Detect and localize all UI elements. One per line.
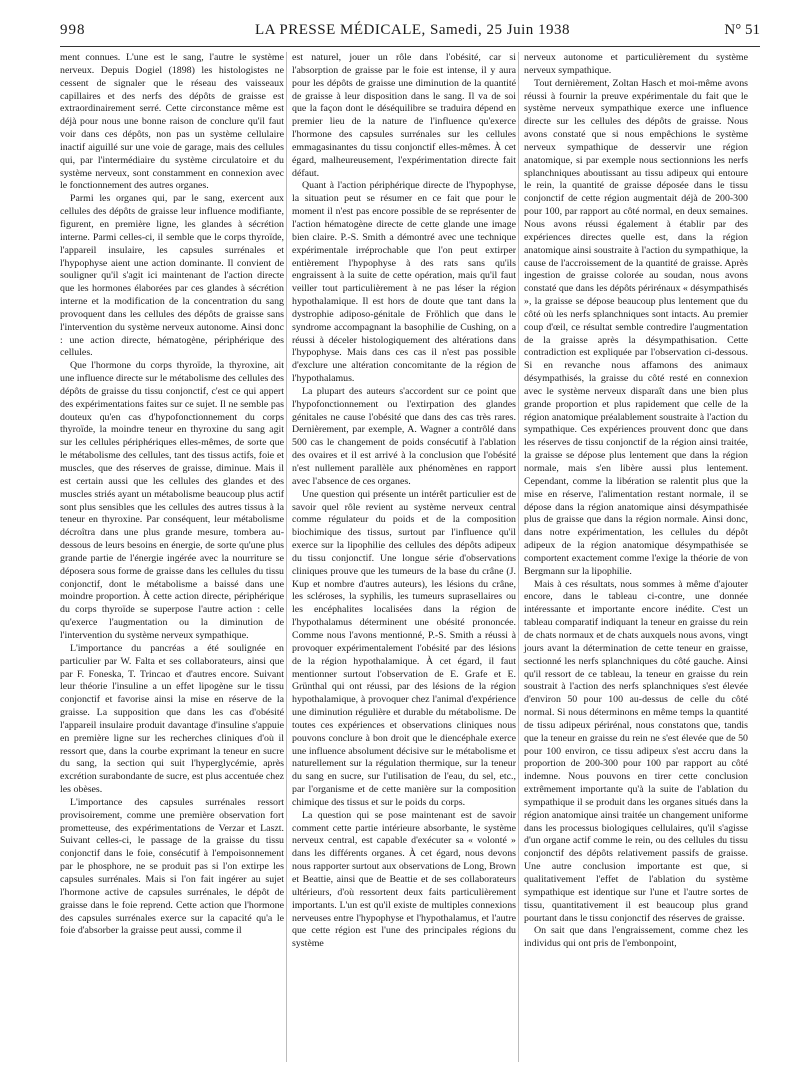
column-divider [518, 52, 519, 1062]
header-rule [60, 46, 760, 47]
column-divider [286, 52, 287, 1062]
paragraph: nerveux autonome et particulièrement du système nerveux sympathique. [524, 52, 748, 76]
paragraph: Parmi les organes qui, par le sang, exercent aux cellules des dépôts de graisse leur influence modifiante, figurent, en première ligne, les glandes à sécrétion interne. Parmi celles-ci, il semble que le corps thyroïde, l'appareil insulaire, les capsules surrénales et l'hypophyse aient une action dominante. Il convient de souligner qu'il s'agit ici maintenant de l'action directe que les hormones élaborées par ces glandes à sécrétion interne et la modification de la concentration du sang provoquent dans les cellules des dépôts de graisse sans l'intervention du système nerveux autonome. Ainsi donc : une action directe, hématogène, périphérique des cellules. [60, 193, 284, 359]
paragraph: ment connues. L'une est le sang, l'autre le système nerveux. Depuis Dogiel (1898) les histologistes ne cessent de signaler que le réseau des vaisseaux capillaires et des nerfs des dépôts de graisse est extraordinairement serré. Cette circonstance même est déjà pour nous une bonne raison de conclure qu'il faut voir dans ces dépôts, non pas un système cellulaire inactif aiguillé sur une voie de garage, mais des cellules qui, par l'intermédiaire du système circulatoire et du système nerveux, sont constamment en connexion avec le fonctionnement des autres organes. [60, 52, 284, 192]
paragraph: L'importance des capsules surrénales ressort provisoirement, comme une première observation fort prometteuse, des expérimentations de Verzar et Laszt. Suivant celles-ci, le passage de la graisse du tissu conjonctif dans le foie, consécutif à l'empoisonnement par le phosphore, ne se produit pas si l'on extirpe les capsules surrénales. Mais si l'on fait ingérer au sujet l'hormone active de capsules surrénales, le dépôt de graisse dans le foie reprend. Cette action que l'hormone des capsules surrénales exerce sur la capacité qu'a le foie d'absorber la graisse peut aussi, comme il [60, 796, 284, 937]
paragraph: On sait que dans l'engraissement, comme chez les individus qui ont pris de l'embonpoint, [524, 925, 748, 950]
paragraph: Tout dernièrement, Zoltan Hasch et moi-même avons réussi à fournir la preuve expérimentale du fait que le système nerveux sympathique exerce une influence directe sur les cellules des dépôts de graisse. Nous avons constaté que si nous empêchions le système nerveux sympathique de desservir une région anatomique, si par exemple nous sectionnions les nerfs splanchniques aboutissant au tissu adipeux qui entoure le rein, la quantité de graisse déposée dans le tissu conjonctif de cette région augmentait déjà de 200-300 pour 100, par rapport au côté normal, en deux semaines. Nous avons réussi également à établir par des expériences directes quelle est, dans la région anatomique ainsi soustraite à l'action du sympathique, la cause de l'accroissement de la quantité de graisse. Après ingestion de graisse colorée au soudan, nous avons constaté que dans les dépôts périrénaux « désympathisés », la graisse se dépose beaucoup plus lentement que du côté où les nerfs splanchniques sont intacts. Au premier coup d'œil, ce résultat semble contredire l'augmentation de la graisse après la désympathisation. Cette contradiction est expliquée par l'observation ci-dessous. Si en revanche nous affamons des animaux désympathisés, la graisse du côté resté en connexion avec le système nerveux disparaît dans une bien plus grande proportion et plus rapidement que celle de la région anatomique préalablement soustraite à l'action du sympathique. Ces expériences prouvent donc que dans les réserves de tissu conjonctif de la région ainsi traitée, la graisse se dépose plus lentement que dans la région normale, mais s'en libère aussi plus lentement. Cependant, comme la libération se ralentit plus que la mise en réserve, l'alimentation restant normale, il se dépose dans la région anatomique ainsi désympathisée plus de graisse que dans la région normale. Ainsi donc, dans notre expérimentation, les cellules du dépôt adipeux de la région anatomique désympathisée se comportent exactement comme l'exige la théorie de von Bergmann sur la lipophilie. [524, 77, 748, 577]
text-column-1 [60, 52, 284, 938]
text-column-3 [524, 52, 748, 951]
paragraph: est naturel, jouer un rôle dans l'obésité, car si l'absorption de graisse par le foie est intense, il y aura pour les dépôts de graisse une diminution de la quantité de graisse à leur disposition dans le sang. Il va de soi que la façon dont le déséquilibre se traduira dépend en premier lieu de la nature de l'influence qu'exerce l'hormone des capsules surrénales sur les cellules emmagasinantes du tissu conjonctif elles-mêmes. À cet égard, malheureusement, l'expérimentation directe fait défaut. [292, 52, 516, 179]
paragraph: La question qui se pose maintenant est de savoir comment cette partie intérieure absorbante, le système nerveux central, est capable d'exécuter sa « volonté » dans les différents organes. À cet égard, nous devons nous rapporter surtout aux observations de Long, Brown et Beattie, ainsi que de Beattie et de ses collaborateurs ultérieurs, d'où ressortent deux faits particulièrement importants. L'un est qu'il existe de multiples connexions nerveuses entre l'hypophyse et l'hypothalamus, et l'autre que cette région est l'une des principales régions du système [292, 809, 516, 950]
issue-number: N° 51 [724, 22, 760, 38]
text-column-2 [292, 52, 516, 951]
page-number: 998 [60, 22, 86, 38]
paragraph: Quant à l'action périphérique directe de l'hypophyse, la situation peut se résumer en ce fait que pour le moment il n'est pas encore possible de se représenter de l'action hématogène directe de cette glande une image bien claire. P.-S. Smith a démontré avec une technique expérimentale irréprochable que l'on peut extirper entièrement l'hypophyse à des rats sans qu'ils engraissent à la suite de cette opération, mais qu'il faut veiller tout particulièrement à ne pas léser la région hypothalamique. Il est hors de doute que tant dans la dystrophie adiposo-génitale de Fröhlich que dans le syndrome accompagnant la basophilie de Cushing, on a réussi à déceler histologiquement des altérations dans l'hypophyse. Mais dans ces cas il n'est pas possible d'exclure une altération concomitante de la région de l'hypothalamus. [292, 180, 516, 385]
running-header [60, 22, 760, 44]
paragraph: Une question qui présente un intérêt particulier est de savoir quel rôle revient au système nerveux central comme régulateur du poids et de la composition biochimique des tissus, surtout par l'influence qu'il exerce sur la lipophilie des cellules des dépôts adipeux du tissu conjonctif. Une longue série d'observations cliniques prouve que les tumeurs de la base du crâne (J. Kup et nombre d'autres auteurs), les lésions du crâne, les scléroses, la syphilis, les tumeurs suprasellaires ou les encéphalites localisées dans la région de l'hypothalamus déterminent une obésité prononcée. Comme nous l'avons mentionné, P.-S. Smith a réussi à provoquer expérimentalement l'obésité par des lésions de la région hypothalamique. À cet égard, il faut mentionner surtout l'observation de E. Grafe et E. Grünthal qui ont réussi, par des lésions de la région hypothalamique, à provoquer chez l'animal d'expérience une diminution régulière et durable du métabolisme. De toutes ces expériences et observations cliniques nous pouvons conclure à bon droit que le diencéphale exerce une influence absolument décisive sur le métabolisme et naturellement sur la régulation thermique, sur la teneur du sang en sucre, sur l'utilisation de l'eau, du sel, etc., par l'organisme et de cette manière sur la composition chimique des tissus et sur le poids du corps. [292, 488, 516, 808]
paragraph: La plupart des auteurs s'accordent sur ce point que l'hypofonctionnement ou l'extirpation des glandes génitales ne cause l'obésité que dans des cas très rares. Dernièrement, par exemple, A. Wagner a contrôlé dans 500 cas le changement de poids consécutif à l'ablation des ovaires et il est arrivé à la conclusion que l'obésité n'est nullement parallèle aux phénomènes en rapport avec l'absence de ces organes. [292, 385, 516, 487]
paragraph: Que l'hormone du corps thyroïde, la thyroxine, ait une influence directe sur le métabolisme des cellules des dépôts de graisse du tissu conjonctif, c'est ce qui appert des expérimentations faites sur ce sujet. Il ne semble pas douteux qu'en cas d'hypofonctionnement du corps thyroïde, la moindre teneur en thyroxine du sang agit sur les cellules périphériques elles-mêmes, de sorte que le métabolisme des cellules, tant des tissus actifs, foie et muscles, que des réserves de graisse, diminue. Mais il est certain aussi que les cellules des glandes et des muscles striés ayant un métabolisme beaucoup plus actif sont plus sensibles que les cellules des autres tissus à la teneur en thyroxine. Par conséquent, leur métabolisme décroîtra dans une plus grande mesure, tombera au-dessous de leurs besoins en énergie, de sorte qu'une plus grande partie de l'énergie ingérée avec la nourriture se déposera sous forme de graisse dans les cellules du tissu conjonctif, dont le métabolisme a baissé dans une moindre proportion. À cette action directe, périphérique du corps thyroïde se superpose l'autre action : celle qu'exerce l'augmentation ou la diminution de l'intervention du système nerveux sympathique. [60, 360, 284, 641]
journal-title: LA PRESSE MÉDICALE, Samedi, 25 Juin 1938 [255, 22, 571, 38]
paragraph: L'importance du pancréas a été soulignée en particulier par W. Falta et ses collaborateurs, ainsi que par F. Foneska, T. Trincao et d'autres encore. Suivant leur théorie l'insuline a un effet lipogène sur le tissu conjonctif et favorise ainsi la mise en réserve de la graisse. La supposition que dans les cas d'obésité l'appareil insulaire produit davantage d'insuline s'appuie en première ligne sur les recherches cliniques d'où il ressort que, dans la courbe exprimant la teneur en sucre du sang, la section qui suit l'hyperglycémie, après excrétion surabondante de sucre, est plus accentuée chez les obèses. [60, 642, 284, 796]
paragraph: Mais à ces résultats, nous sommes à même d'ajouter encore, dans le tableau ci-contre, une donnée intéressante et importante encore inédite. C'est un tableau comparatif indiquant la teneur en graisse du rein de chats normaux et de chats auxquels nous avons, vingt jours avant la détermination de cette teneur en graisse, sectionné les nerfs splanchniques du côté gauche. Ainsi qu'il ressort de ce tableau, la teneur en graisse du rein soustrait à l'action des nerfs splanchniques s'est élevée d'environ 50 pour 100 au-dessus de celle du côté normal. Si nous déterminons en même temps la quantité de tissu adipeux périrénal, nous constatons que, tandis que la teneur en graisse du rein ne s'est élevée que de 50 pour 100 environ, ce tissu adipeux s'est accru dans la proportion de 200-300 pour 100 par rapport au côté indemne. Nous pouvons en tirer cette conclusion extrêmement importante qu'à la suite de l'ablation du sympathique il se produit dans les organes situés dans la région anatomique ainsi traitée un changement uniforme dans les processus biologiques cellulaires, qu'il s'agisse d'un organe actif comme le rein, ou des cellules du tissu conjonctif des dépôts relativement passifs de graisse. Une autre conclusion importante est que, si qualitativement l'effet de l'ablation du système sympathique est identique sur l'une et l'autre sortes de tissu, quantitativement il est beaucoup plus grand pourtant dans le tissu conjonctif des réserves de graisse. [524, 578, 748, 924]
